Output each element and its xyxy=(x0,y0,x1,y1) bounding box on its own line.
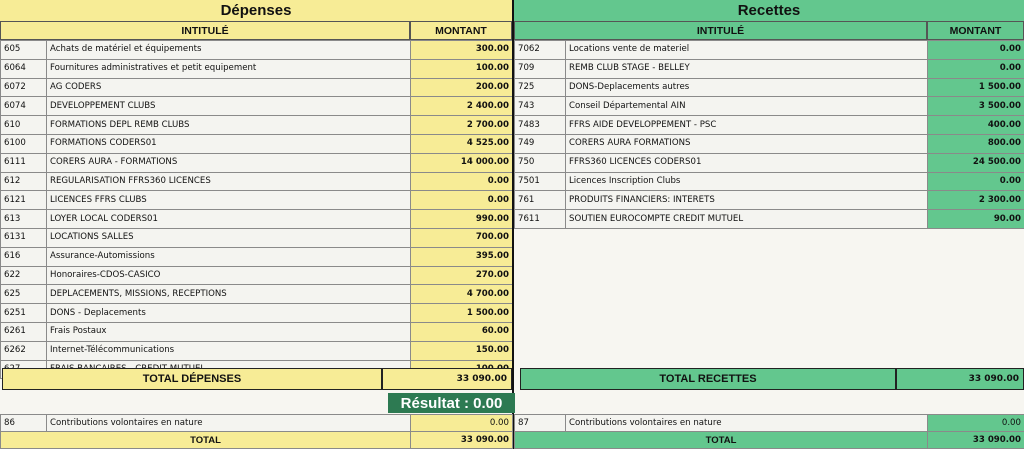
table-row xyxy=(1,228,513,247)
row-amount: 100.00 xyxy=(411,59,513,78)
row-label: FORMATIONS DEPL REMB CLUBS xyxy=(47,116,411,135)
table-row xyxy=(1,134,513,153)
table-row xyxy=(515,116,1024,135)
row-code: 605 xyxy=(1,41,47,60)
center-divider xyxy=(512,0,514,449)
row-code: 6064 xyxy=(1,59,47,78)
table-row xyxy=(1,341,513,360)
row-amount: 0.00 xyxy=(928,59,1024,78)
row-code: 709 xyxy=(515,59,566,78)
row-amount: 150.00 xyxy=(411,341,513,360)
row-amount: 2 400.00 xyxy=(411,97,513,116)
table-row xyxy=(515,59,1024,78)
table-row xyxy=(1,266,513,285)
row-amount: 2 700.00 xyxy=(411,116,513,135)
table-row xyxy=(1,59,513,78)
row-code: 7611 xyxy=(515,210,566,229)
row-amount: 0.00 xyxy=(928,172,1024,191)
row-code: 6111 xyxy=(1,153,47,172)
table-row xyxy=(1,304,513,323)
grand-total-amount: 33 090.00 xyxy=(411,432,513,449)
row-amount: 1 500.00 xyxy=(928,78,1024,97)
table-row xyxy=(1,153,513,172)
row-label: Fournitures administratives et petit equipement xyxy=(47,59,411,78)
table-row xyxy=(515,41,1024,60)
table-row xyxy=(1,41,513,60)
row-code: 6261 xyxy=(1,322,47,341)
row-code: 761 xyxy=(515,191,566,210)
table-row xyxy=(515,97,1024,116)
row-label: CORERS AURA FORMATIONS xyxy=(566,134,928,153)
table-row xyxy=(1,322,513,341)
row-code: 725 xyxy=(515,78,566,97)
row-label: FFRS AIDE DEVELOPPEMENT - PSC xyxy=(566,116,928,135)
row-label: AG CODERS xyxy=(47,78,411,97)
total-depenses-amount: 33 090.00 xyxy=(382,368,512,390)
table-row xyxy=(515,134,1024,153)
row-label: CORERS AURA - FORMATIONS xyxy=(47,153,411,172)
row-amount: 90.00 xyxy=(928,210,1024,229)
row-code: 616 xyxy=(1,247,47,266)
row-amount: 1 500.00 xyxy=(411,304,513,323)
row-code: 612 xyxy=(1,172,47,191)
depenses-col-intitule: INTITULÉ xyxy=(0,21,410,40)
row-label: Conseil Départemental AIN xyxy=(566,97,928,116)
row-label: FORMATIONS CODERS01 xyxy=(47,134,411,153)
depenses-contrib-row xyxy=(1,415,513,432)
row-label: REMB CLUB STAGE - BELLEY xyxy=(566,59,928,78)
row-amount: 700.00 xyxy=(411,228,513,247)
depenses-col-montant: MONTANT xyxy=(410,21,512,40)
depenses-grand-total-row xyxy=(1,432,513,449)
table-row xyxy=(515,153,1024,172)
row-code: 6074 xyxy=(1,97,47,116)
row-amount: 60.00 xyxy=(411,322,513,341)
row-label: FFRS360 LICENCES CODERS01 xyxy=(566,153,928,172)
row-amount: 270.00 xyxy=(411,266,513,285)
contrib-label: Contributions volontaires en nature xyxy=(47,415,411,432)
row-code: 6100 xyxy=(1,134,47,153)
row-amount: 4 700.00 xyxy=(411,285,513,304)
depenses-title: Dépenses xyxy=(0,0,512,21)
row-label: DONS-Deplacements autres xyxy=(566,78,928,97)
row-amount: 0.00 xyxy=(928,41,1024,60)
recettes-col-intitule: INTITULÉ xyxy=(514,21,927,40)
table-row xyxy=(1,78,513,97)
row-label: Frais Postaux xyxy=(47,322,411,341)
row-code: 6251 xyxy=(1,304,47,323)
resultat-badge: Résultat : 0.00 xyxy=(388,393,515,413)
row-amount: 14 000.00 xyxy=(411,153,513,172)
table-row xyxy=(1,247,513,266)
row-label: LICENCES FFRS CLUBS xyxy=(47,191,411,210)
table-row xyxy=(1,97,513,116)
row-code: 7501 xyxy=(515,172,566,191)
row-amount: 300.00 xyxy=(411,41,513,60)
recettes-grand-total-row xyxy=(515,432,1024,449)
total-recettes-amount: 33 090.00 xyxy=(896,368,1024,390)
row-code: 610 xyxy=(1,116,47,135)
row-code: 613 xyxy=(1,210,47,229)
row-amount: 990.00 xyxy=(411,210,513,229)
table-row xyxy=(515,78,1024,97)
row-code: 743 xyxy=(515,97,566,116)
row-code: 6121 xyxy=(1,191,47,210)
row-label: Assurance-Automissions xyxy=(47,247,411,266)
recettes-table xyxy=(514,40,1024,229)
row-label: DEPLACEMENTS, MISSIONS, RECEPTIONS xyxy=(47,285,411,304)
row-amount: 400.00 xyxy=(928,116,1024,135)
row-code: 6072 xyxy=(1,78,47,97)
row-label: SOUTIEN EUROCOMPTE CREDIT MUTUEL xyxy=(566,210,928,229)
row-label: REGULARISATION FFRS360 LICENCES xyxy=(47,172,411,191)
row-label: Locations vente de materiel xyxy=(566,41,928,60)
row-amount: 2 300.00 xyxy=(928,191,1024,210)
contrib-code: 86 xyxy=(1,415,47,432)
row-amount: 4 525.00 xyxy=(411,134,513,153)
depenses-contrib-table xyxy=(0,414,513,449)
table-row xyxy=(1,285,513,304)
row-amount: 395.00 xyxy=(411,247,513,266)
contrib-code: 87 xyxy=(515,415,566,432)
row-label: Achats de matériel et équipements xyxy=(47,41,411,60)
row-amount: 24 500.00 xyxy=(928,153,1024,172)
row-code: 6262 xyxy=(1,341,47,360)
contrib-amount: 0.00 xyxy=(928,415,1024,432)
row-code: 622 xyxy=(1,266,47,285)
row-code: 749 xyxy=(515,134,566,153)
row-amount: 800.00 xyxy=(928,134,1024,153)
table-row xyxy=(515,210,1024,229)
recettes-contrib-row xyxy=(515,415,1024,432)
total-recettes-label: TOTAL RECETTES xyxy=(520,368,896,390)
row-label: PRODUITS FINANCIERS: INTERETS xyxy=(566,191,928,210)
contrib-label: Contributions volontaires en nature xyxy=(566,415,928,432)
row-label: DEVELOPPEMENT CLUBS xyxy=(47,97,411,116)
row-label: Internet-Télécommunications xyxy=(47,341,411,360)
table-row xyxy=(515,172,1024,191)
contrib-amount: 0.00 xyxy=(411,415,513,432)
recettes-contrib-table xyxy=(514,414,1024,449)
row-amount: 3 500.00 xyxy=(928,97,1024,116)
row-amount: 0.00 xyxy=(411,191,513,210)
row-amount: 200.00 xyxy=(411,78,513,97)
row-code: 7062 xyxy=(515,41,566,60)
row-amount: 0.00 xyxy=(411,172,513,191)
grand-total-label: TOTAL xyxy=(515,432,928,449)
row-label: DONS - Deplacements xyxy=(47,304,411,323)
table-row xyxy=(1,116,513,135)
table-row xyxy=(1,210,513,229)
table-row xyxy=(1,191,513,210)
grand-total-amount: 33 090.00 xyxy=(928,432,1024,449)
row-label: LOYER LOCAL CODERS01 xyxy=(47,210,411,229)
recettes-title: Recettes xyxy=(514,0,1024,21)
row-code: 750 xyxy=(515,153,566,172)
depenses-table xyxy=(0,40,513,379)
recettes-col-montant: MONTANT xyxy=(927,21,1024,40)
row-code: 7483 xyxy=(515,116,566,135)
table-row xyxy=(515,191,1024,210)
row-label: LOCATIONS SALLES xyxy=(47,228,411,247)
row-code: 625 xyxy=(1,285,47,304)
row-label: Honoraires-CDOS-CASICO xyxy=(47,266,411,285)
total-depenses-label: TOTAL DÉPENSES xyxy=(2,368,382,390)
row-label: Licences Inscription Clubs xyxy=(566,172,928,191)
table-row xyxy=(1,172,513,191)
grand-total-label: TOTAL xyxy=(1,432,411,449)
row-code: 6131 xyxy=(1,228,47,247)
